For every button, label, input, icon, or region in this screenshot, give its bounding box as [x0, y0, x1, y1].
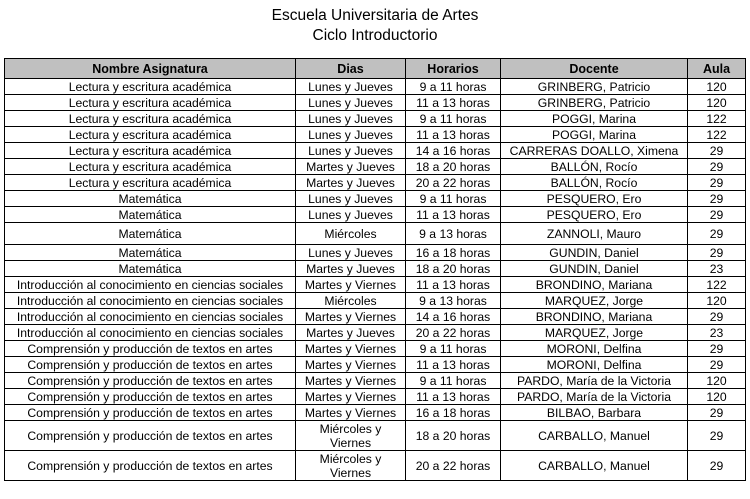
cell-days: Martes y Viernes [296, 277, 406, 293]
cell-teacher: CARRERAS DOALLO, Ximena [501, 143, 688, 159]
cell-hours: 11 a 13 horas [406, 207, 501, 223]
table-row [5, 79, 746, 95]
cell-days: Martes y Viernes [296, 341, 406, 357]
table-row [5, 293, 746, 309]
cell-days: Lunes y Jueves [296, 111, 406, 127]
column-header-hours: Horarios [406, 59, 501, 79]
cell-subject: Lectura y escritura académica [5, 143, 296, 159]
cell-hours: 9 a 11 horas [406, 79, 501, 95]
cell-days: Miércoles y Viernes [296, 451, 406, 481]
table-row [5, 191, 746, 207]
cell-subject: Lectura y escritura académica [5, 95, 296, 111]
cell-days: Martes y Viernes [296, 309, 406, 325]
cell-teacher: GRINBERG, Patricio [501, 95, 688, 111]
cell-room: 29 [688, 245, 746, 261]
cell-hours: 9 a 11 horas [406, 373, 501, 389]
cell-teacher: BRONDINO, Mariana [501, 277, 688, 293]
cell-subject: Introducción al conocimiento en ciencias sociales [5, 325, 296, 341]
table-body [5, 79, 746, 481]
table-row [5, 451, 746, 481]
cell-subject: Lectura y escritura académica [5, 159, 296, 175]
cell-room: 120 [688, 389, 746, 405]
cell-subject: Matemática [5, 191, 296, 207]
schedule-table [4, 58, 746, 481]
cell-teacher: CARBALLO, Manuel [501, 421, 688, 451]
cell-teacher: GRINBERG, Patricio [501, 79, 688, 95]
table-row [5, 421, 746, 451]
table-row [5, 223, 746, 245]
table-row [5, 261, 746, 277]
cell-hours: 14 a 16 horas [406, 143, 501, 159]
table-row [5, 309, 746, 325]
cell-days: Martes y Jueves [296, 175, 406, 191]
table-row [5, 127, 746, 143]
cell-hours: 11 a 13 horas [406, 389, 501, 405]
table-row [5, 207, 746, 223]
cell-teacher: GUNDIN, Daniel [501, 261, 688, 277]
cell-subject: Matemática [5, 207, 296, 223]
cell-teacher: PARDO, María de la Victoria [501, 373, 688, 389]
cell-subject: Lectura y escritura académica [5, 175, 296, 191]
cell-room: 29 [688, 175, 746, 191]
cell-subject: Comprensión y producción de textos en artes [5, 373, 296, 389]
cell-subject: Lectura y escritura académica [5, 79, 296, 95]
cell-subject: Lectura y escritura académica [5, 111, 296, 127]
cell-room: 29 [688, 143, 746, 159]
column-header-room: Aula [688, 59, 746, 79]
cell-days: Martes y Viernes [296, 357, 406, 373]
cell-days: Martes y Viernes [296, 373, 406, 389]
cell-hours: 20 a 22 horas [406, 451, 501, 481]
cell-teacher: BRONDINO, Mariana [501, 309, 688, 325]
table-header-row [5, 59, 746, 79]
table-row [5, 389, 746, 405]
cell-room: 23 [688, 261, 746, 277]
cell-subject: Introducción al conocimiento en ciencias sociales [5, 277, 296, 293]
table-row [5, 143, 746, 159]
cell-days: Lunes y Jueves [296, 95, 406, 111]
cell-days: Lunes y Jueves [296, 191, 406, 207]
cell-room: 120 [688, 95, 746, 111]
cell-hours: 20 a 22 horas [406, 325, 501, 341]
cell-days: Lunes y Jueves [296, 207, 406, 223]
cell-room: 120 [688, 79, 746, 95]
cell-room: 122 [688, 127, 746, 143]
cell-days: Martes y Jueves [296, 325, 406, 341]
cell-room: 29 [688, 159, 746, 175]
cell-teacher: MORONI, Delfina [501, 341, 688, 357]
cell-hours: 16 a 18 horas [406, 245, 501, 261]
cell-days: Martes y Jueves [296, 261, 406, 277]
cell-teacher: MARQUEZ, Jorge [501, 293, 688, 309]
cell-hours: 11 a 13 horas [406, 95, 501, 111]
cell-subject: Comprensión y producción de textos en artes [5, 389, 296, 405]
cell-room: 122 [688, 277, 746, 293]
cell-room: 23 [688, 325, 746, 341]
cell-hours: 20 a 22 horas [406, 175, 501, 191]
cell-subject: Introducción al conocimiento en ciencias sociales [5, 309, 296, 325]
cell-teacher: MORONI, Delfina [501, 357, 688, 373]
cell-hours: 18 a 20 horas [406, 159, 501, 175]
cell-hours: 9 a 11 horas [406, 191, 501, 207]
document-header [0, 0, 750, 46]
cell-room: 29 [688, 207, 746, 223]
cell-hours: 18 a 20 horas [406, 261, 501, 277]
cell-hours: 16 a 18 horas [406, 405, 501, 421]
cell-days: Lunes y Jueves [296, 127, 406, 143]
cell-days: Martes y Viernes [296, 405, 406, 421]
cell-subject: Comprensión y producción de textos en artes [5, 357, 296, 373]
cell-hours: 9 a 13 horas [406, 293, 501, 309]
cell-room: 29 [688, 341, 746, 357]
cell-teacher: BILBAO, Barbara [501, 405, 688, 421]
cell-teacher: BALLÓN, Rocío [501, 159, 688, 175]
cell-teacher: POGGI, Marina [501, 127, 688, 143]
table-row [5, 159, 746, 175]
table-row [5, 325, 746, 341]
cell-room: 29 [688, 451, 746, 481]
cell-days: Martes y Jueves [296, 159, 406, 175]
cell-days: Miércoles [296, 223, 406, 245]
cell-days: Miércoles y Viernes [296, 421, 406, 451]
cell-room: 29 [688, 191, 746, 207]
cell-room: 29 [688, 357, 746, 373]
cell-hours: 9 a 11 horas [406, 111, 501, 127]
cell-teacher: ZANNOLI, Mauro [501, 223, 688, 245]
cell-days: Martes y Viernes [296, 389, 406, 405]
cell-subject: Matemática [5, 245, 296, 261]
cell-teacher: BALLÓN, Rocío [501, 175, 688, 191]
table-row [5, 111, 746, 127]
cell-subject: Matemática [5, 223, 296, 245]
cell-room: 120 [688, 293, 746, 309]
cell-room: 29 [688, 309, 746, 325]
cell-hours: 18 a 20 horas [406, 421, 501, 451]
column-header-days: Dias [296, 59, 406, 79]
cell-room: 120 [688, 373, 746, 389]
cell-hours: 14 a 16 horas [406, 309, 501, 325]
cell-teacher: CARBALLO, Manuel [501, 451, 688, 481]
cell-hours: 9 a 11 horas [406, 341, 501, 357]
cell-days: Miércoles [296, 293, 406, 309]
cell-subject: Lectura y escritura académica [5, 127, 296, 143]
cell-teacher: GUNDIN, Daniel [501, 245, 688, 261]
page-subtitle: Ciclo Introductorio [312, 27, 438, 44]
cell-days: Lunes y Jueves [296, 79, 406, 95]
cell-teacher: POGGI, Marina [501, 111, 688, 127]
table-row [5, 373, 746, 389]
cell-subject: Comprensión y producción de textos en artes [5, 405, 296, 421]
cell-teacher: PARDO, María de la Victoria [501, 389, 688, 405]
cell-subject: Comprensión y producción de textos en artes [5, 451, 296, 481]
cell-days: Lunes y Jueves [296, 143, 406, 159]
cell-room: 29 [688, 421, 746, 451]
cell-subject: Comprensión y producción de textos en artes [5, 421, 296, 451]
table-row [5, 95, 746, 111]
cell-subject: Matemática [5, 261, 296, 277]
cell-subject: Introducción al conocimiento en ciencias sociales [5, 293, 296, 309]
cell-room: 29 [688, 223, 746, 245]
table-row [5, 175, 746, 191]
table-row [5, 341, 746, 357]
cell-room: 29 [688, 405, 746, 421]
column-header-subject: Nombre Asignatura [5, 59, 296, 79]
cell-days: Lunes y Jueves [296, 245, 406, 261]
cell-hours: 11 a 13 horas [406, 357, 501, 373]
table-row [5, 277, 746, 293]
cell-teacher: PESQUERO, Ero [501, 207, 688, 223]
table-row [5, 245, 746, 261]
table-row [5, 405, 746, 421]
cell-teacher: PESQUERO, Ero [501, 191, 688, 207]
cell-hours: 11 a 13 horas [406, 127, 501, 143]
cell-subject: Comprensión y producción de textos en artes [5, 341, 296, 357]
table-row [5, 357, 746, 373]
column-header-teacher: Docente [501, 59, 688, 79]
cell-hours: 11 a 13 horas [406, 277, 501, 293]
cell-room: 122 [688, 111, 746, 127]
cell-teacher: MARQUEZ, Jorge [501, 325, 688, 341]
page-title: Escuela Universitaria de Artes [271, 7, 479, 24]
cell-hours: 9 a 13 horas [406, 223, 501, 245]
